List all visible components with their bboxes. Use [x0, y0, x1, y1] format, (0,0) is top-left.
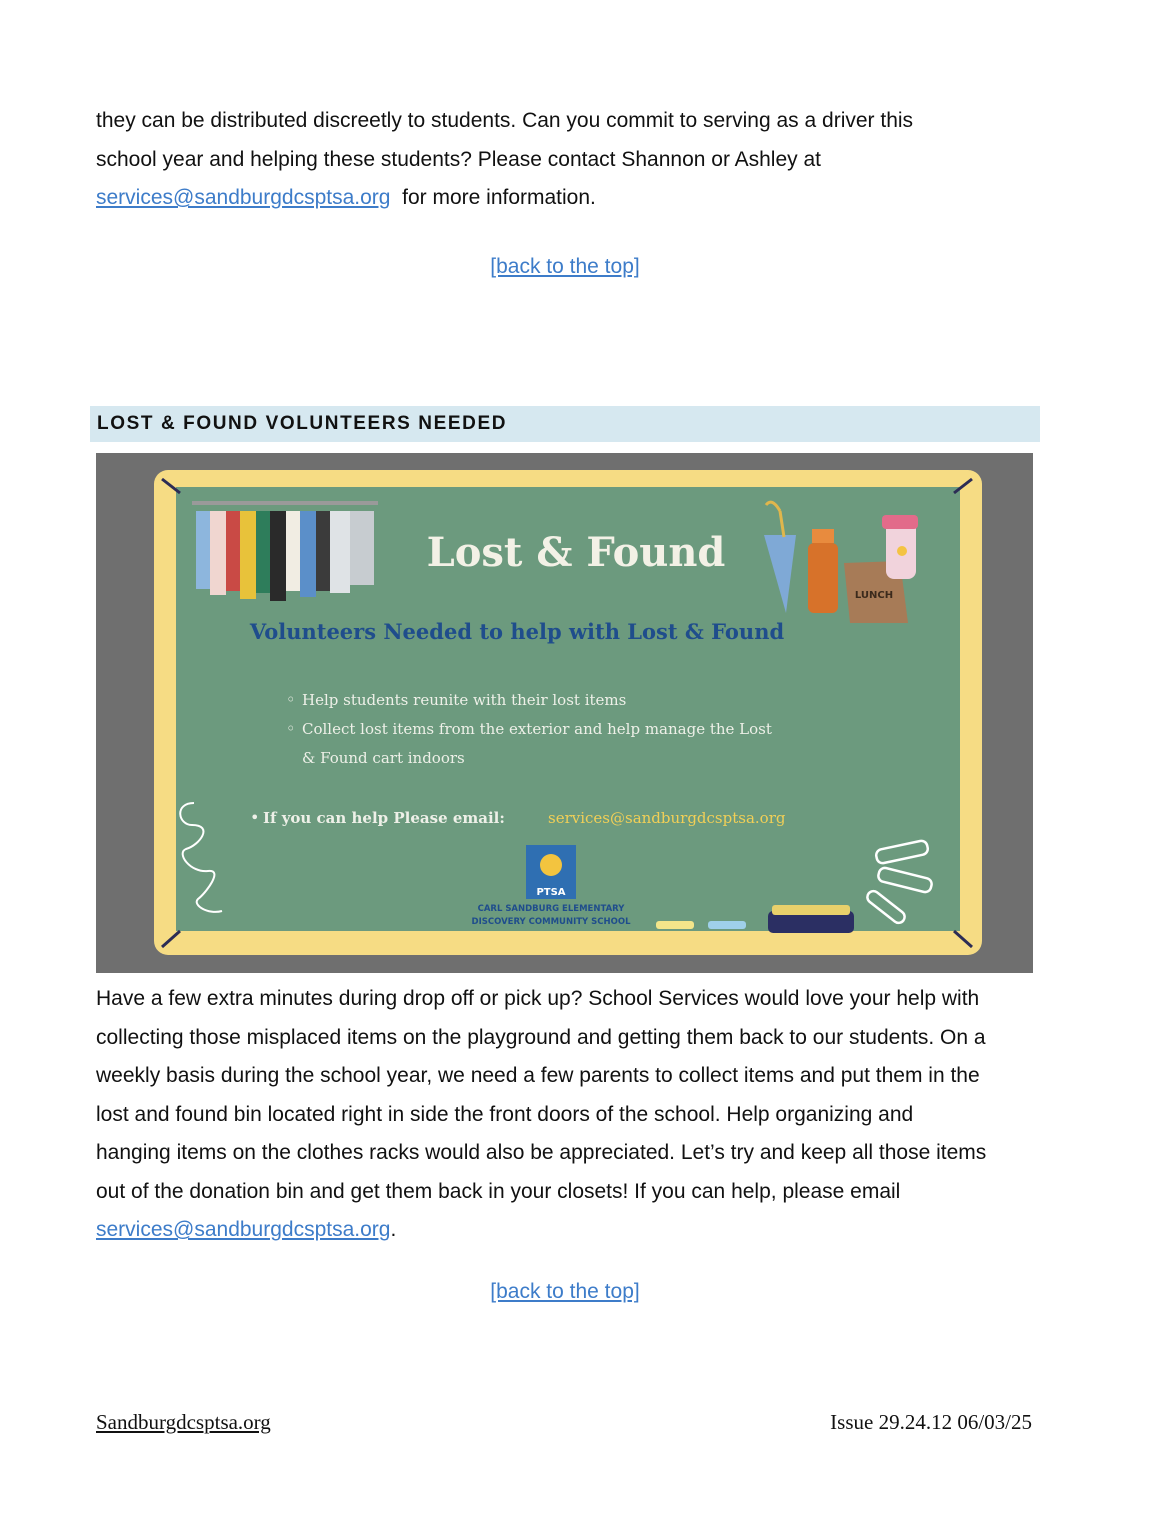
flyer-graphic — [96, 453, 1033, 973]
flyer-bullet-1: Help students reunite with their lost items — [302, 691, 627, 709]
flyer-bullet-marker-2: ◦ — [286, 719, 296, 738]
back-to-top-link-1[interactable]: [back to the top] — [490, 255, 640, 278]
chalk-stick-icon — [656, 921, 694, 929]
ptsa-logo-text: PTSA — [536, 887, 566, 898]
section-header — [90, 406, 1040, 442]
flyer-cta-marker: • — [250, 808, 260, 827]
back-to-top-container-2 — [0, 1280, 1130, 1304]
school-name-line-1: CARL SANDBURG ELEMENTARY — [477, 904, 625, 914]
body-line-3: weekly basis during the school year, we need a few parents to collect items and put them in the — [96, 1064, 980, 1087]
body-line-6: out of the donation bin and get them back in your closets! If you can help, please email — [96, 1179, 901, 1203]
footer-site-link[interactable]: Sandburgdcsptsa.org — [96, 1410, 271, 1434]
intro-paragraph — [96, 102, 1040, 218]
lost-and-found-flyer — [96, 453, 1033, 973]
flyer-bullet-2-line-1: Collect lost items from the exterior and help manage the Lost — [302, 720, 772, 738]
section-title: LOST & FOUND VOLUNTEERS NEEDED — [97, 413, 508, 434]
body-line-4: lost and found bin located right in side the front doors of the school. Help organizing and — [96, 1102, 914, 1126]
body-paragraph — [96, 980, 1040, 1250]
back-to-top-container-1 — [0, 255, 1130, 279]
cup-icon — [808, 529, 838, 613]
body-line-2: collecting those misplaced items on the playground and getting them back to our students. On a — [96, 1025, 986, 1049]
flyer-title: Lost & Found — [426, 529, 726, 576]
body-line-5: hanging items on the clothes racks would also be appreciated. Let’s try and keep all those items — [96, 1141, 987, 1164]
intro-email-link[interactable]: services@sandburgdcsptsa.org — [96, 186, 391, 209]
flyer-subtitle: Volunteers Needed to help with Lost & Found — [249, 619, 785, 644]
intro-line-3-rest: for more information. — [390, 186, 596, 209]
body-email-link[interactable]: services@sandburgdcsptsa.org — [96, 1218, 391, 1241]
footer-issue: Issue 29.24.12 06/03/25 — [830, 1410, 1032, 1434]
flyer-cta-email: services@sandburgdcsptsa.org — [548, 809, 786, 827]
flyer-bullet-marker-1: ◦ — [286, 690, 296, 709]
lunch-label: LUNCH — [854, 590, 894, 601]
school-name-line-2: DISCOVERY COMMUNITY SCHOOL — [471, 917, 631, 927]
ptsa-logo — [526, 845, 576, 899]
body-line-7 — [96, 1211, 1040, 1250]
eraser-icon — [768, 905, 854, 933]
flyer-bullet-2-line-2: & Found cart indoors — [302, 749, 465, 767]
body-email-suffix: . — [390, 1218, 397, 1241]
flyer-cta-prefix: If you can help Please email: — [263, 809, 505, 827]
intro-line-2: school year and helping these students? Please contact Shannon or Ashley at — [96, 147, 821, 171]
back-to-top-link-2[interactable]: [back to the top] — [490, 1280, 640, 1303]
body-line-1: Have a few extra minutes during drop off or pick up? School Services would love your help with — [96, 987, 980, 1010]
intro-line-3 — [96, 179, 1040, 218]
chalk-stick-icon — [708, 921, 746, 929]
water-bottle-icon — [882, 515, 918, 579]
intro-line-1: they can be distributed discreetly to students. Can you commit to serving as a driver this — [96, 109, 914, 132]
